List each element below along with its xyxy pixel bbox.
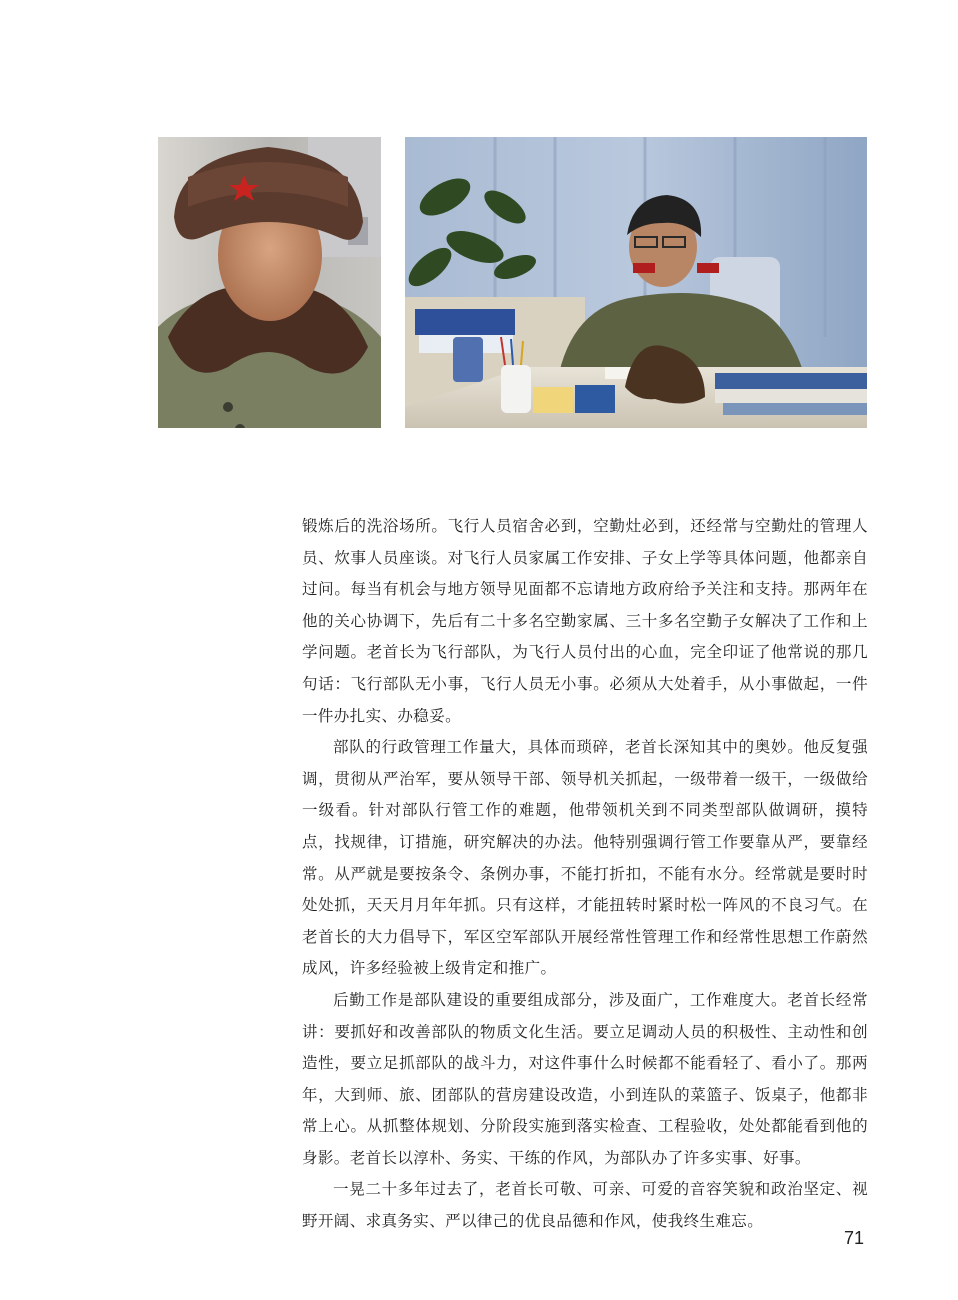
office-image <box>405 137 867 428</box>
portrait-photo <box>158 137 381 428</box>
office-photo <box>405 137 867 428</box>
portrait-image <box>158 137 381 428</box>
body-text <box>302 511 868 1238</box>
page-number: 71 <box>843 1228 864 1248</box>
paragraph-2: 部队的行政管理工作量大，具体而琐碎，老首长深知其中的奥妙。他反复强调，贯彻从严治军，要从领导干部、领导机关抓起，一级带着一级干，一级做给一级看。针对部队行管工作的难题，他带领机关到不同类型部队做调研，摸特点，找规律，订措施，研究解决的办法。他特别强调行管工作要靠从严，要靠经常。从严就是要按条令、条例办事，不能打折扣，不能有水分。经常就是要时时处处抓，天天月月年年抓。只有这样，才能扭转时紧时松一阵风的不良习气。在老首长的大力倡导下，军区空军部队开展经常性管理工作和经常性思想工作蔚然成风，许多经验被上级肯定和推广。 <box>302 738 868 978</box>
paragraph-3: 后勤工作是部队建设的重要组成部分，涉及面广，工作难度大。老首长经常讲：要抓好和改善部队的物质文化生活。要立足调动人员的积极性、主动性和创造性，要立足抓部队的战斗力，对这件事什么时候都不能看轻了、看小了。那两年，大到师、旅、团部队的营房建设改造，小到连队的菜篮子、饭桌子，他都非常上心。从抓整体规划、分阶段实施到落实检查、工程验收，处处都能看到他的身影。老首长以淳朴、务实、干练的作风，为部队办了许多实事、好事。 <box>302 990 868 1167</box>
paragraph-4: 一晃二十多年过去了，老首长可敬、可亲、可爱的音容笑貌和政治坚定、视野开阔、求真务实、严以律己的优良品德和作风，使我终生难忘。 <box>302 1180 868 1231</box>
paragraph-1: 锻炼后的洗浴场所。飞行人员宿舍必到，空勤灶必到，还经常与空勤灶的管理人员、炊事人员座谈。对飞行人员家属工作安排、子女上学等具体问题，他都亲自过问。每当有机会与地方领导见面都不忘请地方政府给予关注和支持。那两年在他的关心协调下，先后有二十多名空勤家属、三十多名空勤子女解决了工作和上学问题。老首长为飞行部队，为飞行人员付出的心血，完全印证了他常说的那几句话：飞行部队无小事，飞行人员无小事。必须从大处着手，从小事做起，一件一件办扎实、办稳妥。 <box>302 517 868 725</box>
